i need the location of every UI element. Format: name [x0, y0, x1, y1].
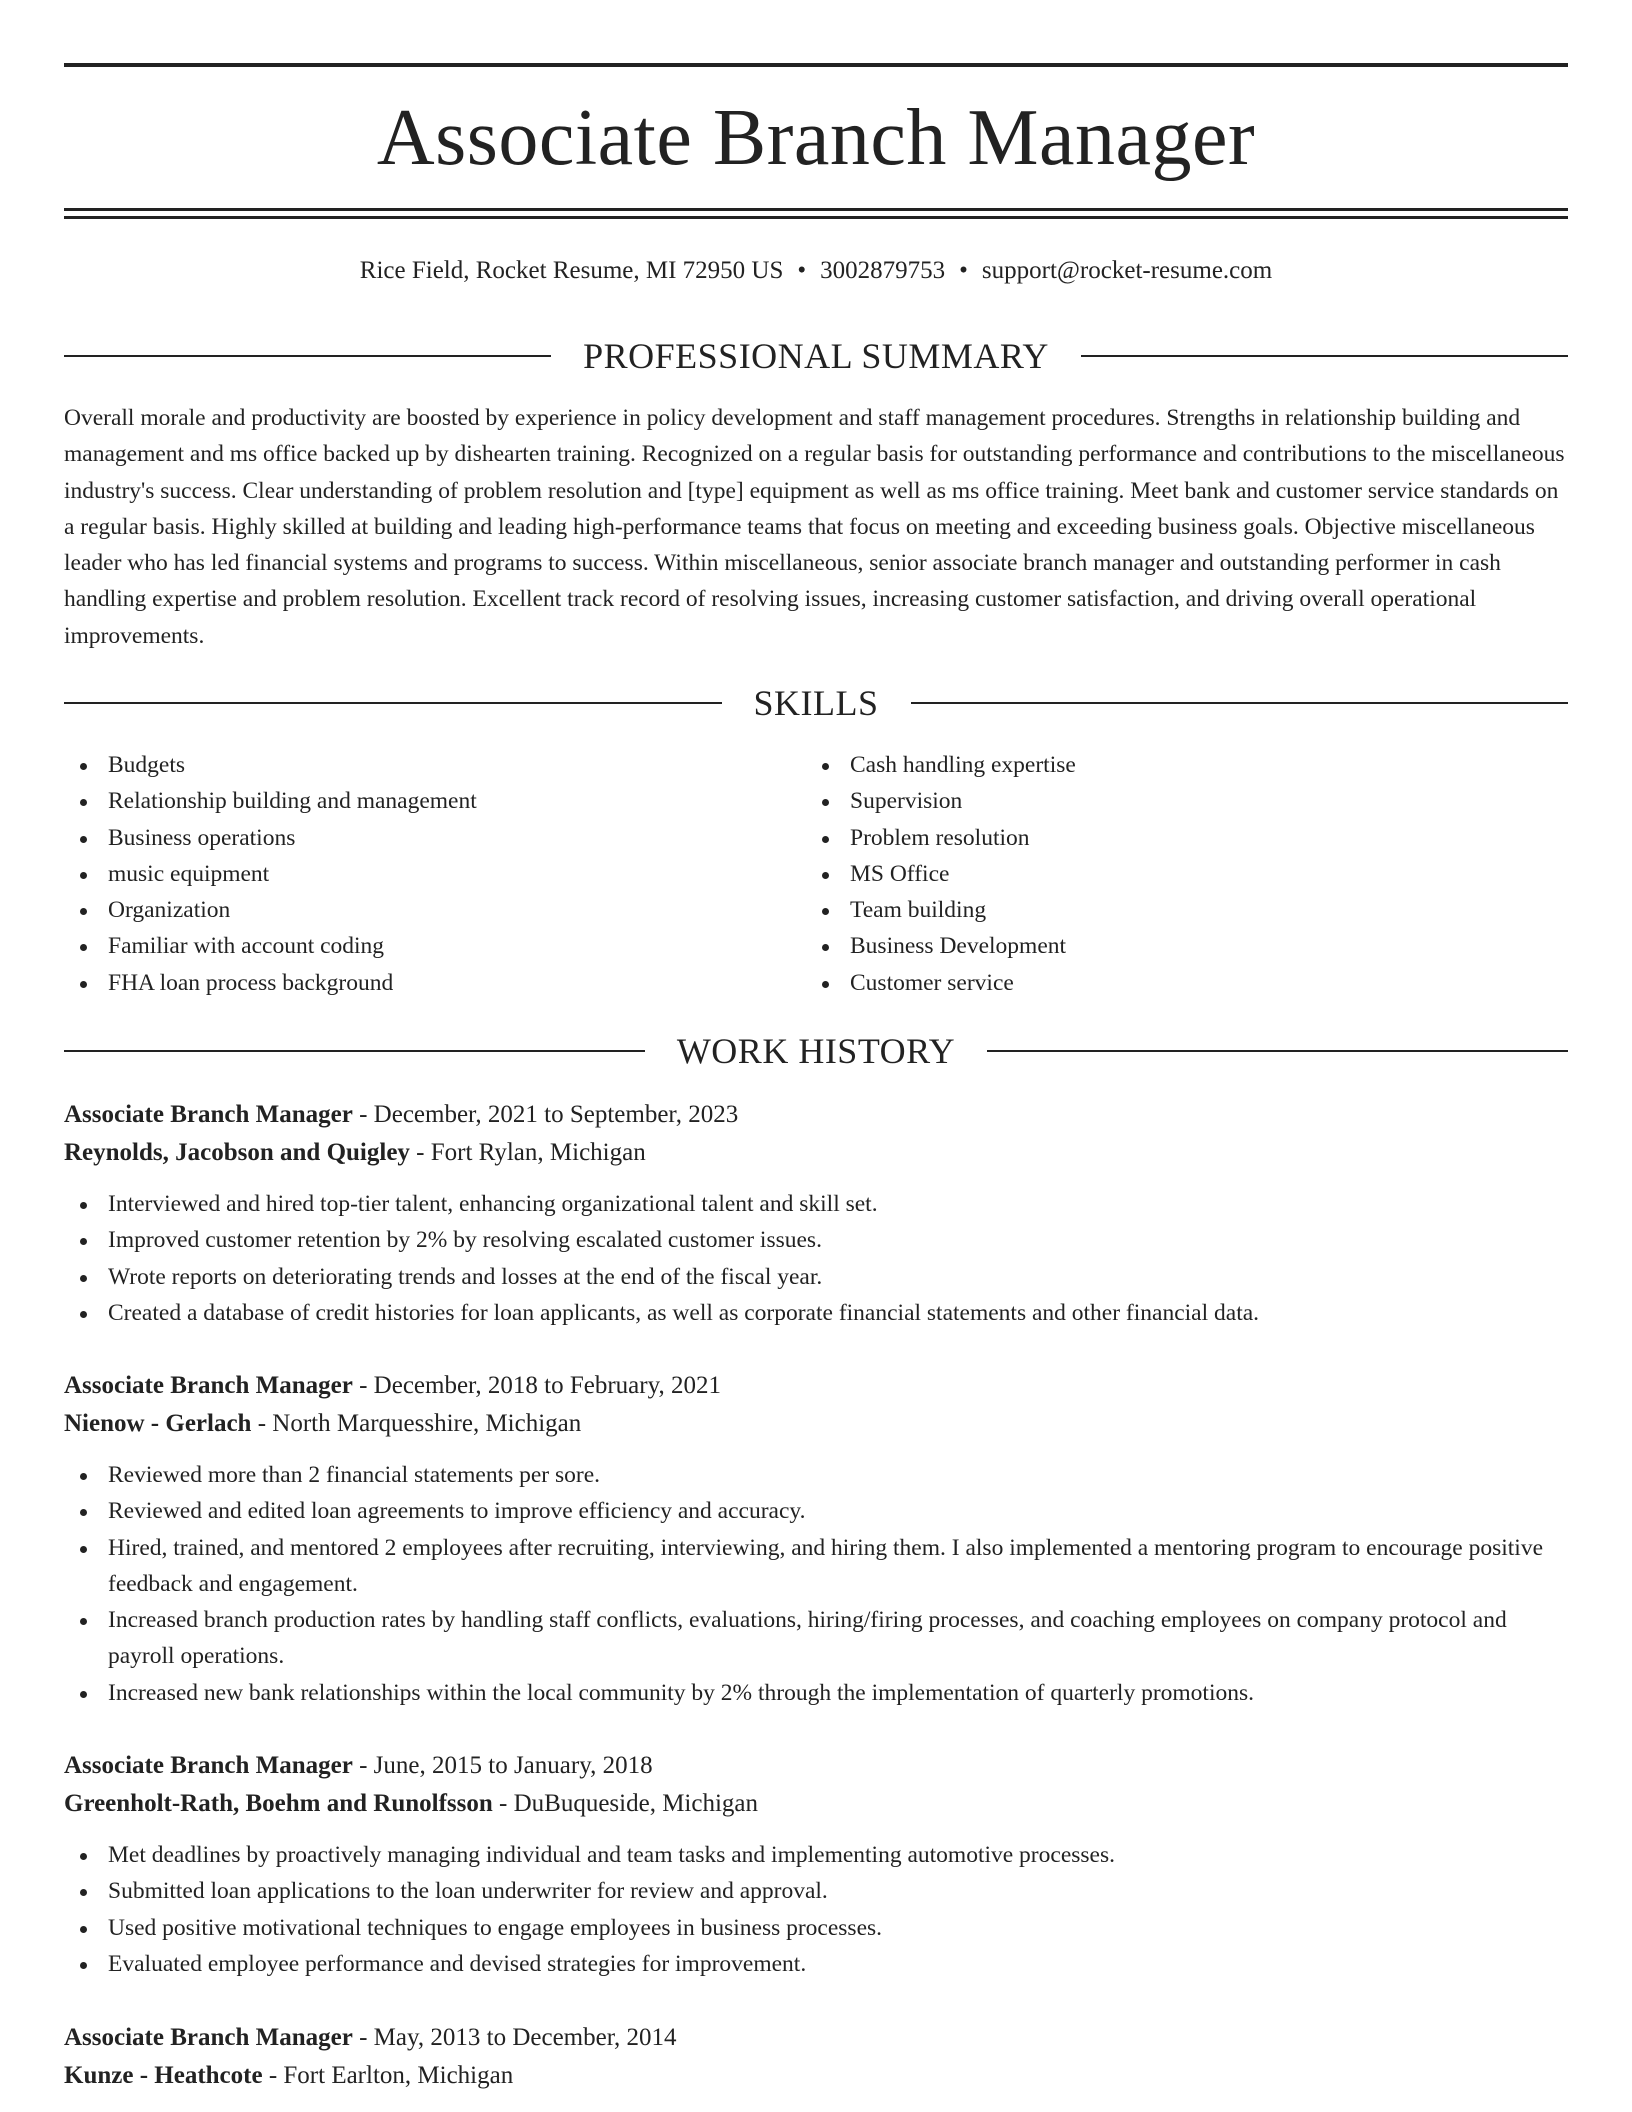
job-entry — [64, 2019, 1568, 2095]
skill-item: Problem resolution — [806, 820, 1548, 856]
duty-item: Wrote reports on deteriorating trends and losses at the end of the fiscal year. — [64, 1259, 1568, 1295]
job-entry — [64, 1747, 1568, 1982]
skills-section-header — [64, 681, 1568, 725]
duty-item: Increased new bank relationships within the local community by 2% through the implementation of quarterly promotions. — [64, 1675, 1568, 1711]
job-company-line: Nienow - Gerlach - North Marquesshire, Michigan — [64, 1410, 582, 1437]
job-entry — [64, 1096, 1568, 1331]
skill-item: Business operations — [64, 820, 806, 856]
duty-item: Interviewed and hired top-tier talent, enhancing organizational talent and skill set. — [64, 1186, 1568, 1222]
section-rule-left — [64, 1050, 645, 1052]
contact-email: support@rocket-resume.com — [981, 257, 1273, 284]
skill-item: Team building — [806, 892, 1548, 928]
job-title-line: Associate Branch Manager - December, 2021 to September, 2023 — [64, 1101, 739, 1128]
skill-item: music equipment — [64, 856, 806, 892]
section-rule-left — [64, 702, 722, 704]
duty-item: Hired, trained, and mentored 2 employees after recruiting, interviewing, and hiring them. I also implemented a mentoring program to encourage positive feedback and engagement. — [64, 1530, 1568, 1603]
job-company-line: Kunze - Heathcote - Fort Earlton, Michigan — [64, 2062, 514, 2089]
job-title-line: Associate Branch Manager - May, 2013 to December, 2014 — [64, 2024, 677, 2051]
resume-title: Associate Branch Manager — [376, 94, 1256, 182]
job-company-line: Reynolds, Jacobson and Quigley - Fort Rylan, Michigan — [64, 1139, 646, 1166]
job-company: Nienow - Gerlach — [64, 1410, 252, 1437]
duty-item: Used positive motivational techniques to engage employees in business processes. — [64, 1910, 1568, 1946]
contact-address: Rice Field, Rocket Resume, MI 72950 US — [359, 257, 784, 284]
job-title-line: Associate Branch Manager - June, 2015 to January, 2018 — [64, 1752, 653, 1779]
skill-item: Budgets — [64, 747, 806, 783]
job-title: Associate Branch Manager — [64, 1752, 353, 1779]
job-location: Fort Earlton, Michigan — [283, 2062, 514, 2089]
section-rule-right — [1081, 355, 1568, 357]
duty-item: Created a database of credit histories for loan applicants, as well as corporate financial statements and other financial data. — [64, 1295, 1568, 1331]
job-company: Reynolds, Jacobson and Quigley — [64, 1139, 410, 1166]
job-duties — [64, 1186, 1568, 1331]
contact-phone: 3002879753 — [820, 257, 946, 284]
job-dates: December, 2018 to February, 2021 — [373, 1372, 721, 1399]
skills-list — [64, 747, 1568, 1001]
job-location: Fort Rylan, Michigan — [430, 1139, 646, 1166]
summary-heading: PROFESSIONAL SUMMARY — [583, 336, 1049, 376]
section-rule-left — [64, 355, 551, 357]
title-divider-lower — [64, 216, 1568, 219]
contact-line — [64, 254, 1568, 288]
section-rule-right — [987, 1050, 1568, 1052]
job-dates: June, 2015 to January, 2018 — [373, 1752, 653, 1779]
job-duties — [64, 1837, 1568, 1982]
skill-item: Supervision — [806, 783, 1548, 819]
contact-separator: • — [797, 257, 807, 284]
contact-separator: • — [959, 257, 968, 284]
job-title: Associate Branch Manager — [64, 1372, 353, 1399]
skill-item: Relationship building and management — [64, 783, 806, 819]
work-section-header — [64, 1029, 1568, 1073]
section-rule-right — [911, 702, 1569, 704]
job-company-line: Greenholt-Rath, Boehm and Runolfsson - DuBuqueside, Michigan — [64, 1790, 759, 1817]
job-dates: December, 2021 to September, 2023 — [373, 1101, 739, 1128]
job-title: Associate Branch Manager — [64, 2024, 353, 2051]
skill-item: Business Development — [806, 928, 1548, 964]
skill-item: Cash handling expertise — [806, 747, 1548, 783]
skill-item: Customer service — [806, 965, 1548, 1001]
job-duties — [64, 1457, 1568, 1711]
summary-text: Overall morale and productivity are boosted by experience in policy development and staff management procedures. Strengths in relationship building and management and ms office backed up by dishearten training. Recognized on a regular basis for outstanding performance and contributions to the miscellaneous industry's success. Clear understanding of problem resolution and [type] equipment as well as ms office training. Meet bank and customer service standards on a regular basis. Highly skilled at building and leading high-performance teams that focus on meeting and exceeding business goals. Objective miscellaneous leader who has led financial systems and programs to success. Within miscellaneous, senior associate branch manager and outstanding performer in cash handling expertise and problem resolution. Excellent track record of resolving issues, increasing customer satisfaction, and driving overall operational improvements. — [64, 405, 1565, 649]
skills-column-left — [64, 747, 806, 1001]
title-divider-upper — [64, 208, 1568, 211]
duty-item: Reviewed and edited loan agreements to improve efficiency and accuracy. — [64, 1493, 1568, 1529]
skill-item: FHA loan process background — [64, 965, 806, 1001]
job-company: Greenholt-Rath, Boehm and Runolfsson — [64, 1790, 493, 1817]
duty-item: Reviewed more than 2 financial statements per sore. — [64, 1457, 1568, 1493]
job-title: Associate Branch Manager — [64, 1101, 353, 1128]
duty-item: Evaluated employee performance and devised strategies for improvement. — [64, 1946, 1568, 1982]
skill-item: MS Office — [806, 856, 1548, 892]
duty-item: Improved customer retention by 2% by resolving escalated customer issues. — [64, 1222, 1568, 1258]
job-location: North Marquesshire, Michigan — [272, 1410, 582, 1437]
job-entry — [64, 1367, 1568, 1711]
skill-item: Familiar with account coding — [64, 928, 806, 964]
duty-item: Increased branch production rates by handling staff conflicts, evaluations, hiring/firing processes, and coaching employees on company protocol and payroll operations. — [64, 1602, 1568, 1675]
skills-heading: SKILLS — [753, 683, 879, 723]
job-title-line: Associate Branch Manager - December, 2018 to February, 2021 — [64, 1372, 721, 1399]
duty-item: Met deadlines by proactively managing individual and team tasks and implementing automotive processes. — [64, 1837, 1568, 1873]
duty-item: Submitted loan applications to the loan underwriter for review and approval. — [64, 1873, 1568, 1909]
job-company: Kunze - Heathcote — [64, 2062, 263, 2089]
skill-item: Organization — [64, 892, 806, 928]
top-divider — [64, 63, 1568, 67]
summary-section-header — [64, 334, 1568, 378]
job-dates: May, 2013 to December, 2014 — [373, 2024, 677, 2051]
skills-column-right — [806, 747, 1548, 1001]
work-heading: WORK HISTORY — [676, 1031, 956, 1071]
job-location: DuBuqueside, Michigan — [513, 1790, 759, 1817]
